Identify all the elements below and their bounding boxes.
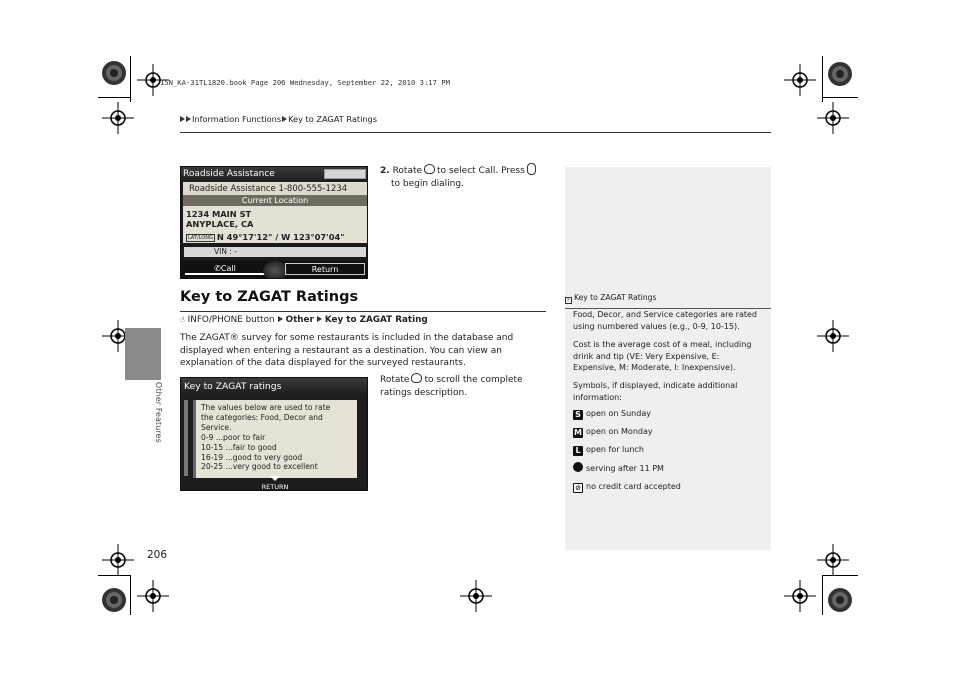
ratings-line: 0-9 ...poor to fair bbox=[201, 432, 266, 442]
symbol-row bbox=[573, 444, 763, 456]
screen-title-text: Roadside Assistance bbox=[183, 169, 275, 179]
ratings-line: The values below are used to rate bbox=[201, 403, 331, 412]
navigation-path bbox=[180, 315, 428, 325]
section-rule bbox=[180, 311, 546, 312]
symbol-row bbox=[573, 462, 763, 475]
registration-mark-icon bbox=[102, 544, 134, 576]
intro-paragraph: The ZAGAT® survey for some restaurants is included in the database and displayed when entering a restaurant as a destination. You can view an explanation of the data displayed for the surveyed restaurants. bbox=[180, 333, 514, 369]
ratings-line: Service. bbox=[201, 422, 232, 432]
symbol-label: serving after 11 PM bbox=[586, 464, 664, 473]
late-night-icon bbox=[573, 462, 583, 472]
symbol-row bbox=[573, 426, 763, 438]
symbol-label: no credit card accepted bbox=[586, 482, 681, 491]
registration-mark-icon bbox=[784, 580, 816, 612]
sidebar-heading bbox=[565, 293, 771, 309]
registration-mark-icon bbox=[137, 580, 169, 612]
call-button[interactable] bbox=[185, 263, 265, 275]
triangle-icon bbox=[180, 116, 185, 122]
knob-icon bbox=[263, 261, 287, 279]
roadside-assistance-screen bbox=[180, 166, 368, 279]
step-text: to begin dialing. bbox=[391, 179, 464, 189]
nav-button-text: INFO/PHONE button bbox=[187, 315, 275, 325]
phone-row: Roadside Assistance 1-800-555-1234 bbox=[183, 183, 367, 195]
interface-dial-icon bbox=[424, 164, 435, 174]
vin-row: VIN : - bbox=[184, 247, 366, 257]
lunch-icon: L bbox=[573, 446, 583, 456]
crop-mark bbox=[98, 97, 130, 98]
screen-body bbox=[183, 182, 367, 243]
step-text: Rotate bbox=[392, 166, 423, 176]
location-header: Current Location bbox=[183, 195, 367, 206]
address-line: ANYPLACE, CA bbox=[186, 219, 254, 229]
hand-icon: ☝ bbox=[180, 315, 185, 324]
ratings-line: the categories: Food, Decor and bbox=[201, 412, 323, 422]
triangle-icon bbox=[186, 116, 191, 122]
instruction-text: to scroll the complete ratings description. bbox=[380, 375, 523, 398]
triangle-icon bbox=[282, 116, 287, 122]
scrollbar[interactable] bbox=[184, 400, 188, 476]
side-tab-label: Other Features bbox=[154, 382, 163, 443]
address-line: 1234 MAIN ST bbox=[186, 209, 252, 219]
step-text: to select bbox=[437, 166, 476, 176]
triangle-icon bbox=[317, 316, 322, 322]
interface-dial-icon bbox=[411, 373, 422, 383]
registration-mark-icon bbox=[784, 64, 816, 96]
nav-item: Key to ZAGAT Rating bbox=[324, 315, 428, 325]
step-text: . Press bbox=[495, 166, 525, 176]
coordinates bbox=[186, 232, 345, 242]
sunday-icon: S bbox=[573, 410, 583, 420]
breadcrumb-part: Key to ZAGAT Ratings bbox=[288, 114, 378, 124]
screen-bottom-bar bbox=[181, 261, 368, 279]
nav-other: Other bbox=[285, 315, 314, 325]
note-icon: » bbox=[566, 297, 571, 303]
screen-title bbox=[181, 167, 368, 182]
step-call: Call bbox=[478, 166, 496, 176]
step-number: 2. bbox=[380, 166, 390, 176]
registration-mark-icon bbox=[823, 583, 857, 617]
registration-mark-icon bbox=[97, 56, 131, 90]
ratings-line: 20-25 ...very good to excellent bbox=[201, 462, 318, 472]
zagat-ratings-screen bbox=[180, 377, 368, 491]
phone-icon: ✆ bbox=[214, 264, 221, 273]
registration-mark-icon bbox=[823, 57, 857, 91]
registration-mark-icon bbox=[97, 583, 131, 617]
latlong-tag: LAT/LONG bbox=[188, 235, 213, 241]
screen-title: Key to ZAGAT ratings bbox=[181, 378, 368, 395]
symbol-row bbox=[573, 408, 763, 420]
no-credit-card-icon: ⊘ bbox=[573, 483, 583, 493]
registration-mark-icon bbox=[817, 320, 849, 352]
symbol-label: open on Sunday bbox=[586, 409, 651, 418]
symbol-label: open on Monday bbox=[586, 427, 653, 436]
sidebar-paragraph: Symbols, if displayed, indicate additional information: bbox=[573, 381, 738, 402]
print-header: 15N_KA-31TL1820.book Page 206 Wednesday, September 22, 2010 3:17 PM bbox=[160, 78, 450, 87]
symbol-label: open for lunch bbox=[586, 445, 644, 454]
section-title: Key to ZAGAT Ratings bbox=[180, 289, 359, 305]
address bbox=[186, 209, 253, 229]
symbol-row bbox=[573, 481, 763, 493]
header-rule bbox=[180, 132, 771, 133]
registration-mark-icon bbox=[817, 544, 849, 576]
side-tab bbox=[125, 328, 161, 380]
ratings-line: 16-19 ...good to very good bbox=[201, 452, 303, 462]
sidebar-paragraph: Food, Decor, and Service categories are rated using numbered values (e.g., 0-9, 10-15). bbox=[573, 310, 758, 331]
coords-text: N 49°17'12" / W 123°07'04" bbox=[216, 232, 345, 242]
step-2-text bbox=[380, 163, 555, 191]
sidebar-heading-text: Key to ZAGAT Ratings bbox=[574, 293, 657, 302]
title-box bbox=[324, 169, 366, 179]
registration-mark-icon bbox=[102, 102, 134, 134]
ratings-description bbox=[193, 400, 357, 478]
instruction-text: Rotate bbox=[380, 375, 410, 385]
monday-icon: M bbox=[574, 428, 582, 437]
press-icon bbox=[527, 163, 536, 175]
breadcrumb bbox=[180, 114, 377, 124]
breadcrumb-part: Information Functions bbox=[192, 114, 282, 124]
crop-mark bbox=[822, 97, 858, 98]
call-label: Call bbox=[220, 264, 236, 273]
sidebar-paragraph: Cost is the average cost of a meal, including drink and tip (VE: Very Expensive, E: Expensive, M: Moderate, I: Inexpensive). bbox=[573, 340, 752, 372]
triangle-icon bbox=[278, 316, 283, 322]
return-button[interactable]: Return bbox=[285, 263, 365, 275]
return-button[interactable]: RETURN bbox=[261, 483, 289, 491]
ratings-line: 10-15 ...fair to good bbox=[201, 442, 277, 452]
scroll-instruction bbox=[380, 373, 550, 400]
page-number: 206 bbox=[147, 549, 168, 561]
registration-mark-icon bbox=[817, 102, 849, 134]
registration-mark-icon bbox=[460, 580, 492, 612]
